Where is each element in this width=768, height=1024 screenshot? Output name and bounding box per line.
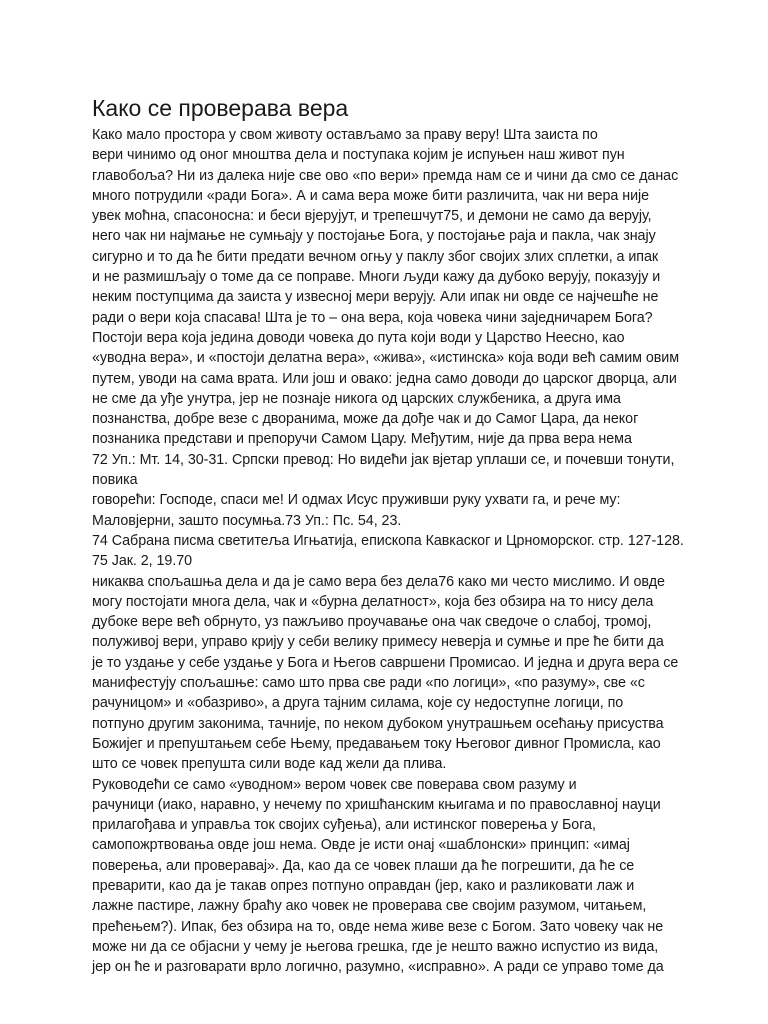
document-page: [92, 93, 692, 977]
text-line: је то уздање у себе уздање у Бога и Његов савршени Промисао. И једна и друга вера се: [92, 654, 679, 671]
footnote-line: повика: [92, 472, 138, 489]
text-line: поверења, али проверавај». Да, као да се човек плаши да ће погрешити, да ће се: [92, 857, 635, 874]
text-line: дубоке вере већ обрнуто, уз пажљиво проучавање она чак сведоче о слабој, тромој,: [92, 614, 652, 631]
document-body: [92, 125, 692, 977]
footnote-line: 75 Јак. 2, 19.70: [92, 553, 193, 570]
text-line: рачуницом» и «обазриво», а друга тајним силама, које су недоступне логици, по: [92, 695, 624, 712]
text-line: «уводна вера», и «постоји делатна вера», «жива», «истинска» која води већ самим овим: [92, 350, 680, 367]
text-line: увек моћна, спасоносна: и беси вјерујут, и трепешчут75, и демони не само да верују,: [92, 208, 652, 225]
text-line: могу постојати многа дела, чак и «бурна делатност», која без обзира на то нису дела: [92, 593, 654, 610]
footnote-line: говорећи: Господе, спаси ме! И одмах Исус пруживши руку ухвати га, и рече му:: [92, 492, 621, 509]
text-line: неким поступцима да заиста у извесној мери верују. Али ипак ни овде се најчешће не: [92, 289, 659, 306]
text-line: прећењем?). Ипак, без обзира на то, овде нема живе везе с Богом. Зато човеку чак не: [92, 918, 664, 935]
text-line: полуживој вери, управо крију у себи велику примесу неверја и сумње и пре ће бити да: [92, 634, 664, 651]
text-line: може ни да се објасни у чему је његова грешка, где је нешто важно испустио из вида,: [92, 938, 659, 955]
text-line: никаква спољашња дела и да је само вера без дела76 како ми често мислимо. И овде: [92, 573, 665, 590]
text-line: вери чинимо од оног мноштва дела и поступака којим је испуњен наш живот пун: [92, 147, 625, 164]
text-line: јер он ће и разговарати врло логично, разумно, «исправно». А ради се управо томе да: [92, 959, 664, 976]
text-line: Руководећи се само «уводном» вером човек све поверава свом разуму и: [92, 776, 577, 793]
text-line: Како мало простора у свом животу остављамо за праву веру! Шта заиста по: [92, 127, 598, 143]
text-line: лажне пастире, лажну браћу ако човек не проверава све својим разумом, читањем,: [92, 898, 647, 915]
footnote-line: 74 Сабрана писма светитеља Игњатија, епископа Кавкаског и Црноморског. стр. 127-128.: [92, 532, 684, 549]
text-line: рачуници (иако, наравно, у нечему по хришћанским књигама и по православној науци: [92, 796, 661, 813]
text-line: прилагођава и управља ток својих суђења), али истинског поверења у Бога,: [92, 817, 596, 834]
footnote-line: 72 Уп.: Мт. 14, 30-31. Српски превод: Но видећи јак вјетар уплаши се, и почевши тонути,: [92, 451, 675, 468]
text-line: много потрудили «ради Бога». А и сама вера може бити различита, чак ни вера није: [92, 187, 650, 204]
text-line: путем, уводи на сама врата. Или још и овако: једна само доводи до царског дворца, али: [92, 370, 677, 387]
text-line: манифестују спољашње: само што прва све ради «по логици», «по разуму», све «с: [92, 675, 645, 692]
document-title: Како се проверава вера: [92, 95, 349, 121]
text-line: Постоји вера која једина доводи човека до пута који води у Царство Неесно, као: [92, 329, 625, 346]
text-line: што се човек препушта сили воде кад жели да плива.: [92, 756, 447, 773]
text-line: и не размишљају о томе да се поправе. Многи људи кажу да дубоко верују, показују и: [92, 269, 661, 286]
footnote-line: Маловјерни, зашто посумња.73 Уп.: Пс. 54, 23.: [92, 512, 402, 529]
text-line: познаника представи и препоручи Самом Цару. Међутим, није да прва вера нема: [92, 431, 632, 448]
text-line: него чак ни најмање не сумњају у постојање Бога, у постојање раја и пакла, чак знају: [92, 228, 656, 245]
text-line: познанства, добре везе с дворанима, може да дође чак и до Самог Цара, да неког: [92, 411, 639, 428]
text-line: потпуно другим законима, тачније, по неком дубоком унутрашњем осећању присуства: [92, 715, 664, 732]
text-line: ради о вери која спасава! Шта је то – она вера, која човека чини заједничарем Бога?: [92, 309, 653, 326]
text-line: самопожртвовања овде још нема. Овде је исти онај «шаблонски» принцип: «имај: [92, 837, 630, 854]
text-line: сигурно и то да ће бити предати вечном огњу у паклу због својих злих сплетки, а ипак: [92, 248, 659, 265]
text-line: главобоља? Ни из далека није све ово «по вери» премда нам се и чини да смо се данас: [92, 167, 679, 184]
text-line: преварити, као да је такав опрез потпуно оправдан (јер, како и разликовати лаж и: [92, 877, 635, 894]
text-line: Божијег и препуштањем себе Њему, предавањем току Његовог дивног Промисла, као: [92, 735, 661, 752]
text-line: не сме да уђе унутра, јер не познаје никога од царских службеника, а друга има: [92, 390, 621, 407]
